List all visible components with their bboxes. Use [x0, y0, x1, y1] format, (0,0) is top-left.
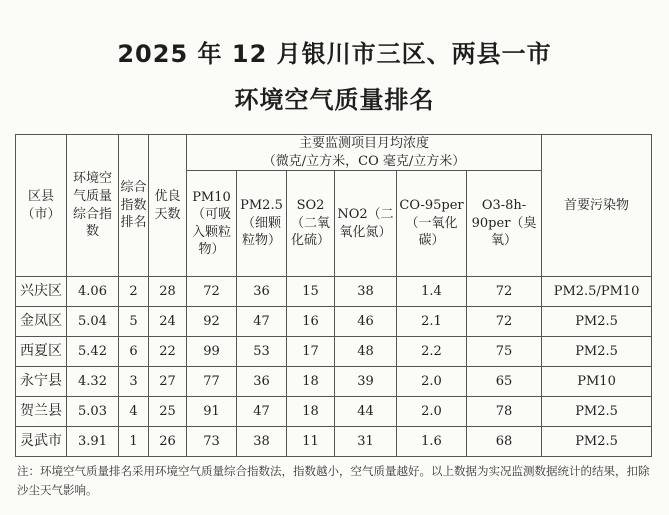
- cell-aqi: 4.06: [67, 277, 119, 307]
- cell-no2: 44: [335, 397, 397, 427]
- header-o3: O3-8h-90per（臭氧）: [467, 171, 542, 277]
- table-row: [16, 367, 652, 397]
- cell-good-days: 24: [149, 307, 187, 337]
- cell-o3: 68: [467, 427, 542, 457]
- cell-good-days: 25: [149, 397, 187, 427]
- cell-primary-pollutant: PM10: [542, 367, 652, 397]
- cell-pm25: 47: [237, 307, 287, 337]
- cell-pm10: 77: [187, 367, 237, 397]
- header-co: CO-95per（一氧化碳）: [397, 171, 467, 277]
- cell-good-days: 22: [149, 337, 187, 367]
- cell-pm25: 47: [237, 397, 287, 427]
- cell-pm10: 73: [187, 427, 237, 457]
- header-monitor-group: [187, 135, 542, 171]
- cell-pm10: 72: [187, 277, 237, 307]
- cell-aqi: 3.91: [67, 427, 119, 457]
- cell-good-days: 26: [149, 427, 187, 457]
- cell-primary-pollutant: PM2.5: [542, 337, 652, 367]
- cell-county: 兴庆区: [16, 277, 67, 307]
- header-pm25: PM2.5（细颗粒物）: [237, 171, 287, 277]
- cell-so2: 18: [287, 367, 335, 397]
- cell-primary-pollutant: PM2.5/PM10: [542, 277, 652, 307]
- cell-o3: 72: [467, 307, 542, 337]
- cell-primary-pollutant: PM2.5: [542, 307, 652, 337]
- header-pm10: PM10（可吸入颗粒物）: [187, 171, 237, 277]
- cell-o3: 75: [467, 337, 542, 367]
- cell-aqi: 5.03: [67, 397, 119, 427]
- cell-o3: 72: [467, 277, 542, 307]
- cell-aqi: 4.32: [67, 367, 119, 397]
- footnote: 注：环境空气质量排名采用环境空气质量综合指数法，指数越小，空气质量越好。以上数据为实况监测数据统计的结果，扣除沙尘天气影响。: [17, 464, 650, 497]
- cell-primary-pollutant: PM2.5: [542, 427, 652, 457]
- air-quality-ranking-table: [15, 134, 652, 457]
- cell-good-days: 28: [149, 277, 187, 307]
- table-row: [16, 277, 652, 307]
- cell-so2: 17: [287, 337, 335, 367]
- header-so2: SO2（二氧化硫）: [287, 171, 335, 277]
- cell-aqi: 5.42: [67, 337, 119, 367]
- cell-co: 1.4: [397, 277, 467, 307]
- cell-so2: 15: [287, 277, 335, 307]
- cell-pm10: 92: [187, 307, 237, 337]
- cell-rank: 3: [119, 367, 149, 397]
- cell-rank: 4: [119, 397, 149, 427]
- cell-county: 灵武市: [16, 427, 67, 457]
- cell-pm10: 99: [187, 337, 237, 367]
- cell-rank: 5: [119, 307, 149, 337]
- cell-county: 贺兰县: [16, 397, 67, 427]
- cell-county: 金凤区: [16, 307, 67, 337]
- cell-primary-pollutant: PM2.5: [542, 397, 652, 427]
- table-row: [16, 307, 652, 337]
- cell-rank: 2: [119, 277, 149, 307]
- header-no2: NO2（二氧化氮）: [335, 171, 397, 277]
- cell-rank: 6: [119, 337, 149, 367]
- cell-rank: 1: [119, 427, 149, 457]
- cell-good-days: 27: [149, 367, 187, 397]
- cell-no2: 38: [335, 277, 397, 307]
- cell-pm25: 36: [237, 277, 287, 307]
- cell-no2: 48: [335, 337, 397, 367]
- cell-so2: 11: [287, 427, 335, 457]
- cell-so2: 16: [287, 307, 335, 337]
- header-county: 区县（市）: [16, 135, 67, 277]
- cell-o3: 65: [467, 367, 542, 397]
- cell-no2: 39: [335, 367, 397, 397]
- cell-pm25: 38: [237, 427, 287, 457]
- header-good-days: 优良天数: [149, 135, 187, 277]
- cell-co: 2.0: [397, 397, 467, 427]
- cell-aqi: 5.04: [67, 307, 119, 337]
- cell-county: 永宁县: [16, 367, 67, 397]
- cell-o3: 78: [467, 397, 542, 427]
- header-rank: 综合指数排名: [119, 135, 149, 277]
- cell-no2: 46: [335, 307, 397, 337]
- cell-so2: 18: [287, 397, 335, 427]
- table-row: [16, 427, 652, 457]
- table-row: [16, 337, 652, 367]
- cell-co: 2.1: [397, 307, 467, 337]
- cell-co: 2.0: [397, 367, 467, 397]
- cell-pm10: 91: [187, 397, 237, 427]
- cell-co: 2.2: [397, 337, 467, 367]
- cell-pm25: 53: [237, 337, 287, 367]
- table-row: [16, 397, 652, 427]
- header-primary-pollutant: 首要污染物: [542, 135, 652, 277]
- header-aqi: 环境空气质量综合指数: [67, 135, 119, 277]
- report-title-line2: 环境空气质量排名: [234, 86, 435, 114]
- cell-county: 西夏区: [16, 337, 67, 367]
- cell-no2: 31: [335, 427, 397, 457]
- cell-co: 1.6: [397, 427, 467, 457]
- header-monitor-units: （微克/立方米，CO 毫克/立方米）: [262, 153, 466, 169]
- report-title-line1: 2025 年 12 月银川市三区、两县一市: [117, 40, 552, 68]
- cell-pm25: 36: [237, 367, 287, 397]
- header-monitor-title: 主要监测项目月均浓度: [299, 136, 430, 151]
